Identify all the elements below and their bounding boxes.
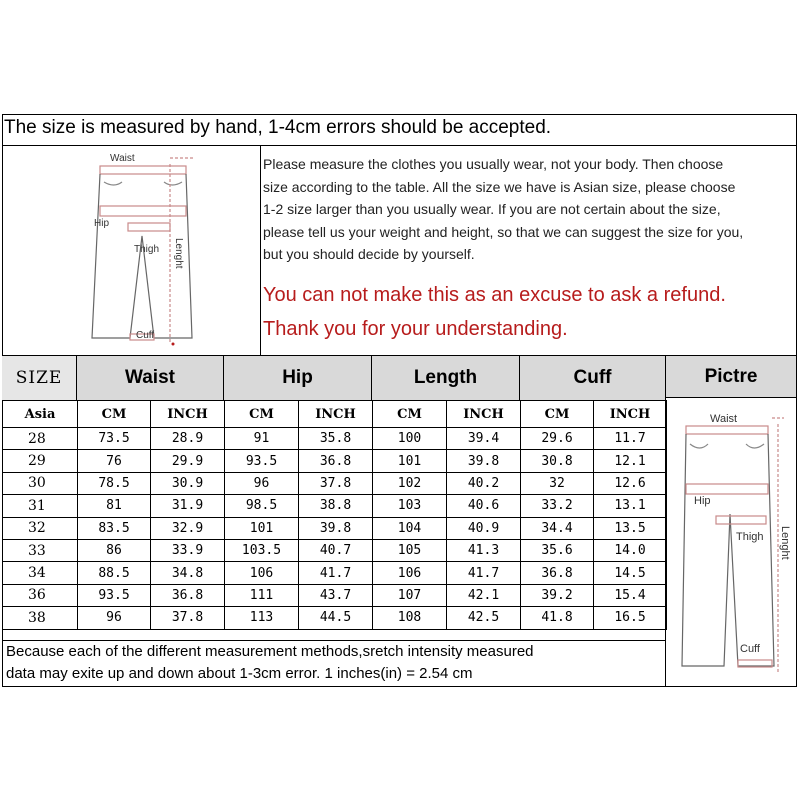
table-row — [3, 450, 667, 472]
measurement-cell: 41.8 — [521, 607, 594, 629]
cuff-label: Cuff — [740, 643, 760, 655]
measurement-cell: 39.8 — [447, 450, 521, 472]
measurement-cell: 40.9 — [447, 517, 521, 539]
length-label: Lenght — [779, 526, 791, 560]
measurement-cell: 42.5 — [447, 607, 521, 629]
measurement-cell: 11.7 — [594, 428, 667, 450]
subheader-cell: INCH — [447, 401, 521, 428]
table-row — [3, 495, 667, 517]
waist-label: Waist — [710, 413, 738, 425]
measurement-cell: 12.6 — [594, 472, 667, 494]
measurement-cell: 34.8 — [151, 562, 225, 584]
measurement-cell: 107 — [373, 584, 447, 606]
measurement-cell: 39.8 — [299, 517, 373, 539]
divider — [260, 145, 261, 355]
size-cell: 30 — [3, 472, 78, 494]
measurement-cell: 44.5 — [299, 607, 373, 629]
hip-label: Hip — [694, 495, 711, 507]
measurement-cell: 86 — [78, 539, 151, 561]
table-subheader-row — [3, 401, 667, 428]
measurement-cell: 101 — [373, 450, 447, 472]
measurement-cell: 36.8 — [151, 584, 225, 606]
table-row — [3, 607, 667, 629]
measurement-cell: 73.5 — [78, 428, 151, 450]
size-header: SIZE — [2, 356, 77, 400]
measurement-cell: 16.5 — [594, 607, 667, 629]
instructions — [263, 153, 743, 266]
measurement-cell: 40.2 — [447, 472, 521, 494]
subheader-cell: CM — [521, 401, 594, 428]
subheader-cell: Asia — [3, 401, 78, 428]
subheader-cell: INCH — [299, 401, 373, 428]
measurement-cell: 28.9 — [151, 428, 225, 450]
measurement-cell: 96 — [225, 472, 299, 494]
size-cell: 28 — [3, 428, 78, 450]
table-row — [3, 584, 667, 606]
footnote-line: data may exite up and down about 1-3cm error. 1 inches(in) = 2.54 cm — [6, 665, 473, 682]
measurement-cell: 33.9 — [151, 539, 225, 561]
instruction-line: 1-2 size larger than you usually wear. If you are not certain about the size, — [263, 201, 721, 218]
measurement-cell: 35.6 — [521, 539, 594, 561]
measurement-cell: 100 — [373, 428, 447, 450]
measurement-cell: 103.5 — [225, 539, 299, 561]
table-row — [3, 428, 667, 450]
waist-header: Waist — [77, 356, 224, 400]
measurement-cell: 14.5 — [594, 562, 667, 584]
measurement-cell: 103 — [373, 495, 447, 517]
pants-diagram-large — [672, 404, 794, 684]
hip-label: Hip — [94, 218, 110, 229]
measurement-cell: 91 — [225, 428, 299, 450]
measurement-cell: 40.7 — [299, 539, 373, 561]
footnote-line: Because each of the different measurement methods,sretch intensity measured — [6, 643, 534, 660]
size-cell: 32 — [3, 517, 78, 539]
length-label: Lenght — [173, 238, 184, 269]
measurement-cell: 106 — [373, 562, 447, 584]
measurement-cell: 36.8 — [521, 562, 594, 584]
measurement-cell: 30.8 — [521, 450, 594, 472]
divider — [2, 145, 797, 146]
measurement-cell: 39.4 — [447, 428, 521, 450]
measurement-cell: 12.1 — [594, 450, 667, 472]
picture-header: Pictre — [666, 356, 796, 398]
measurement-cell: 14.0 — [594, 539, 667, 561]
size-cell: 33 — [3, 539, 78, 561]
size-cell: 29 — [3, 450, 78, 472]
table-row — [3, 562, 667, 584]
measurement-cell: 29.6 — [521, 428, 594, 450]
footnote — [6, 641, 534, 685]
subheader-cell: CM — [225, 401, 299, 428]
thanks-line: Thank you for your understanding. — [263, 318, 568, 340]
size-cell: 38 — [3, 607, 78, 629]
table-row — [3, 472, 667, 494]
measurement-cell: 38.8 — [299, 495, 373, 517]
thigh-label: Thigh — [134, 244, 160, 255]
length-header: Length — [372, 356, 520, 400]
instruction-line: but you should decide by yourself. — [263, 246, 475, 263]
measurement-cell: 81 — [78, 495, 151, 517]
measurement-cell: 37.8 — [299, 472, 373, 494]
measurement-cell: 111 — [225, 584, 299, 606]
measurement-cell: 29.9 — [151, 450, 225, 472]
measurement-cell: 98.5 — [225, 495, 299, 517]
measurement-cell: 43.7 — [299, 584, 373, 606]
measurement-cell: 39.2 — [521, 584, 594, 606]
measurement-cell: 42.1 — [447, 584, 521, 606]
measurement-cell: 35.8 — [299, 428, 373, 450]
waist-label: Waist — [110, 153, 135, 164]
measurement-cell: 101 — [225, 517, 299, 539]
instruction-line: Please measure the clothes you usually wear, not your body. Then choose — [263, 156, 724, 172]
measurement-cell: 88.5 — [78, 562, 151, 584]
measurement-cell: 93.5 — [78, 584, 151, 606]
subheader-cell: CM — [373, 401, 447, 428]
measurement-cell: 76 — [78, 450, 151, 472]
hip-header: Hip — [224, 356, 372, 400]
measurement-cell: 15.4 — [594, 584, 667, 606]
measurement-cell: 105 — [373, 539, 447, 561]
measurement-cell: 36.8 — [299, 450, 373, 472]
cuff-header: Cuff — [520, 356, 666, 400]
measurement-cell: 40.6 — [447, 495, 521, 517]
size-table — [2, 400, 667, 630]
measurement-cell: 41.7 — [299, 562, 373, 584]
measurement-cell: 96 — [78, 607, 151, 629]
measurement-cell: 32.9 — [151, 517, 225, 539]
table-row — [3, 517, 667, 539]
measurement-cell: 106 — [225, 562, 299, 584]
measurement-cell: 78.5 — [78, 472, 151, 494]
refund-warning: You can not make this as an excuse to ask a refund. — [263, 284, 726, 306]
pants-diagram-small — [70, 148, 250, 353]
measurement-cell: 102 — [373, 472, 447, 494]
measurement-cell: 37.8 — [151, 607, 225, 629]
measurement-cell: 31.9 — [151, 495, 225, 517]
measurement-cell: 83.5 — [78, 517, 151, 539]
size-cell: 31 — [3, 495, 78, 517]
table-row — [3, 539, 667, 561]
measurement-cell: 41.7 — [447, 562, 521, 584]
instruction-line: please tell us your weight and height, so that we can suggest the size for you, — [263, 223, 744, 240]
measurement-cell: 33.2 — [521, 495, 594, 517]
measurement-cell: 30.9 — [151, 472, 225, 494]
subheader-cell: INCH — [594, 401, 667, 428]
measurement-cell: 104 — [373, 517, 447, 539]
size-cell: 34 — [3, 562, 78, 584]
subheader-cell: INCH — [151, 401, 225, 428]
measurement-cell: 13.5 — [594, 517, 667, 539]
measurement-cell: 108 — [373, 607, 447, 629]
measurement-cell: 41.3 — [447, 539, 521, 561]
measurement-cell: 34.4 — [521, 517, 594, 539]
measurement-cell: 13.1 — [594, 495, 667, 517]
instruction-line: size according to the table. All the size we have is Asian size, please choose — [263, 178, 736, 195]
measurement-cell: 113 — [225, 607, 299, 629]
measurement-cell: 93.5 — [225, 450, 299, 472]
subheader-cell: CM — [78, 401, 151, 428]
measurement-notice: The size is measured by hand, 1-4cm errors should be accepted. — [4, 117, 552, 138]
thigh-label: Thigh — [736, 531, 764, 543]
measurement-cell: 32 — [521, 472, 594, 494]
cuff-label: Cuff — [136, 330, 155, 341]
size-cell: 36 — [3, 584, 78, 606]
